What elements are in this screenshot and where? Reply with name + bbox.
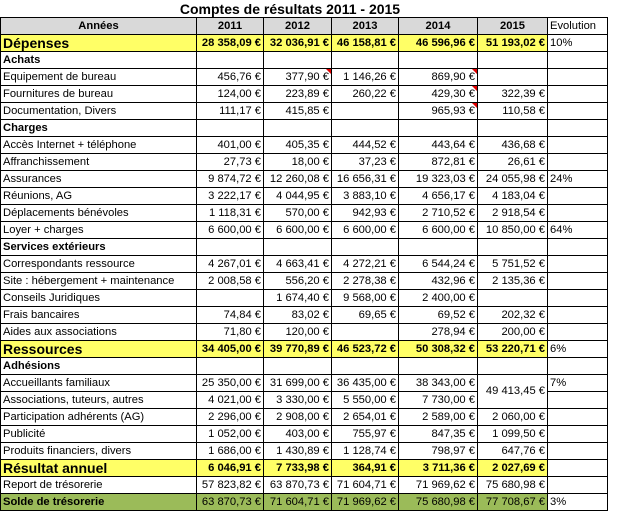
row-label[interactable]: Loyer + charges [1,222,197,239]
cell-2014[interactable]: 7 730,00 € [399,392,478,409]
cell-2015[interactable]: 2 918,54 € [478,205,548,222]
row-label[interactable]: Associations, tuteurs, autres [1,392,197,409]
row-solde-de-tresorerie [1,494,608,511]
cell-evolution[interactable] [548,103,608,120]
cell-2012[interactable]: 18,00 € [264,154,332,171]
cell-2012[interactable]: 4 663,41 € [264,256,332,273]
row-label[interactable]: Equipement de bureau [1,69,197,86]
header-label[interactable]: Années [1,18,197,35]
cell-2015[interactable]: 200,00 € [478,324,548,341]
header-year-2013[interactable]: 2013 [332,18,399,35]
cell-evolution[interactable] [548,324,608,341]
cell-2015[interactable] [478,120,548,137]
cell-2011[interactable]: 6 046,91 € [197,460,264,477]
row-label[interactable]: Réunions, AG [1,188,197,205]
cell-2014[interactable] [399,120,478,137]
row-label[interactable]: Correspondants ressource [1,256,197,273]
cell-2013[interactable]: 37,23 € [332,154,399,171]
cell-2013[interactable]: 46 158,81 € [332,35,399,52]
cell-evolution[interactable] [548,137,608,154]
cell-2011[interactable]: 124,00 € [197,86,264,103]
cell-2015[interactable]: 647,76 € [478,443,548,460]
cell-2013[interactable]: 364,91 € [332,460,399,477]
cell-evolution[interactable] [548,409,608,426]
cell-2014[interactable] [399,239,478,256]
cell-2014[interactable]: 50 308,32 € [399,341,478,358]
cell-evolution[interactable]: 10% [548,35,608,52]
cell-2011[interactable]: 28 358,09 € [197,35,264,52]
section-label[interactable]: Achats [1,52,197,69]
cell-2013[interactable]: 16 656,31 € [332,171,399,188]
cell-2011[interactable]: 9 874,72 € [197,171,264,188]
header-row [1,18,608,35]
row-acces-internet [1,137,608,154]
cell-2012[interactable]: 415,85 € [264,103,332,120]
cell-2015[interactable]: 75 680,98 € [478,477,548,494]
row-site-hebergement [1,273,608,290]
cell-2014[interactable]: 38 343,00 € [399,375,478,392]
cell-2011[interactable]: 57 823,82 € [197,477,264,494]
cell-evolution[interactable] [548,477,608,494]
cell-2012[interactable]: 556,20 € [264,273,332,290]
cell-2015[interactable]: 77 708,67 € [478,494,548,511]
cell-2015[interactable]: 436,68 € [478,137,548,154]
cell-2013[interactable]: 2 278,38 € [332,273,399,290]
cell-2011[interactable]: 63 870,73 € [197,494,264,511]
row-loyer-charges [1,222,608,239]
cell-2013[interactable]: 942,93 € [332,205,399,222]
cell-2011[interactable]: 71,80 € [197,324,264,341]
cell-2013[interactable]: 2 654,01 € [332,409,399,426]
cell-2012[interactable]: 83,02 € [264,307,332,324]
row-fournitures-de-bureau [1,86,608,103]
cell-evolution[interactable] [548,86,608,103]
cell-2014[interactable]: 19 323,03 € [399,171,478,188]
row-label[interactable]: Report de trésorerie [1,477,197,494]
cell-2012[interactable]: 39 770,89 € [264,341,332,358]
cell-2014[interactable]: 965,93 € [399,103,478,120]
row-ressources [1,341,608,358]
row-label[interactable]: Accueillants familiaux [1,375,197,392]
row-depenses [1,35,608,52]
cell-2012[interactable]: 6 600,00 € [264,222,332,239]
cell-evolution[interactable] [548,52,608,69]
cell-2012[interactable]: 12 260,08 € [264,171,332,188]
cell-2011[interactable]: 74,84 € [197,307,264,324]
cell-2014[interactable]: 847,35 € [399,426,478,443]
cell-2015[interactable]: 26,61 € [478,154,548,171]
header-year-2015[interactable]: 2015 [478,18,548,35]
row-report-de-tresorerie [1,477,608,494]
row-label[interactable]: Documentation, Divers [1,103,197,120]
sheet-title: Comptes de résultats 2011 - 2015 [179,1,401,17]
row-achats [1,52,608,69]
row-label[interactable]: Participation adhérents (AG) [1,409,197,426]
cell-2011[interactable]: 401,00 € [197,137,264,154]
row-label[interactable]: Site : hébergement + maintenance [1,273,197,290]
cell-2011[interactable]: 6 600,00 € [197,222,264,239]
cell-2012[interactable]: 377,90 € [264,69,332,86]
cell-evolution[interactable]: 64% [548,222,608,239]
row-label[interactable]: Assurances [1,171,197,188]
cell-2013[interactable]: 4 272,21 € [332,256,399,273]
cell-2013[interactable]: 71 604,71 € [332,477,399,494]
cell-2012[interactable]: 7 733,98 € [264,460,332,477]
cell-2014[interactable]: 6 544,24 € [399,256,478,273]
row-services-exterieurs [1,239,608,256]
row-label[interactable]: Accès Internet + téléphone [1,137,197,154]
cell-2013[interactable]: 755,97 € [332,426,399,443]
cell-2015[interactable]: 2 027,69 € [478,460,548,477]
cell-2012[interactable]: 403,00 € [264,426,332,443]
row-label[interactable]: Déplacements bénévoles [1,205,197,222]
cell-2014[interactable]: 46 596,96 € [399,35,478,52]
cell-2011[interactable]: 1 052,00 € [197,426,264,443]
cell-evolution[interactable] [548,358,608,375]
cell-2015[interactable]: 322,39 € [478,86,548,103]
cell-2014[interactable]: 69,52 € [399,307,478,324]
cell-2013[interactable]: 3 883,10 € [332,188,399,205]
cell-evolution[interactable] [548,392,608,409]
cell-2014[interactable]: 3 711,36 € [399,460,478,477]
cell-2012[interactable]: 4 044,95 € [264,188,332,205]
cell-2015[interactable] [478,52,548,69]
cell-2012[interactable]: 3 330,00 € [264,392,332,409]
cell-2015[interactable] [478,290,548,307]
row-assurances [1,171,608,188]
row-label[interactable]: Conseils Juridiques [1,290,197,307]
row-publicite [1,426,608,443]
row-deplacements-benevoles [1,205,608,222]
cell-2012[interactable]: 71 604,71 € [264,494,332,511]
row-reunions-ag [1,188,608,205]
cell-2015[interactable] [478,358,548,375]
cell-2012[interactable] [264,239,332,256]
row-resultat-annuel [1,460,608,477]
cell-2011[interactable] [197,239,264,256]
header-year-2011[interactable]: 2011 [197,18,264,35]
cell-2011[interactable] [197,290,264,307]
row-accueillants-familiaux [1,375,608,392]
cell-2013[interactable]: 1 128,74 € [332,443,399,460]
cell-evolution[interactable] [548,154,608,171]
section-label[interactable]: Charges [1,120,197,137]
cell-2014[interactable]: 71 969,62 € [399,477,478,494]
row-label[interactable]: Ressources [1,341,197,358]
row-equipement-de-bureau [1,69,608,86]
cell-2014[interactable]: 4 656,17 € [399,188,478,205]
cell-evolution[interactable] [548,443,608,460]
cell-2014[interactable]: 75 680,98 € [399,494,478,511]
header-year-2014[interactable]: 2014 [399,18,478,35]
cell-2013[interactable] [332,324,399,341]
cell-evolution[interactable] [548,426,608,443]
cell-2015[interactable] [478,239,548,256]
cell-2012[interactable]: 120,00 € [264,324,332,341]
row-documentation-divers [1,103,608,120]
cell-2012[interactable]: 1 674,40 € [264,290,332,307]
cell-2013[interactable] [332,239,399,256]
cell-2012[interactable] [264,358,332,375]
cell-evolution[interactable] [548,239,608,256]
cell-2015-merged[interactable]: 49 413,45 € [478,375,548,409]
cell-2012[interactable]: 570,00 € [264,205,332,222]
cell-2011[interactable]: 111,17 € [197,103,264,120]
cell-evolution[interactable] [548,188,608,205]
cell-2011[interactable]: 1 686,00 € [197,443,264,460]
cell-2013[interactable]: 36 435,00 € [332,375,399,392]
cell-2014[interactable]: 2 400,00 € [399,290,478,307]
cell-2015[interactable]: 53 220,71 € [478,341,548,358]
cell-2011[interactable]: 3 222,17 € [197,188,264,205]
cell-evolution[interactable] [548,256,608,273]
cell-evolution[interactable] [548,460,608,477]
cell-2015[interactable]: 24 055,98 € [478,171,548,188]
cell-2011[interactable]: 25 350,00 € [197,375,264,392]
row-label[interactable]: Produits financiers, divers [1,443,197,460]
cell-2012[interactable]: 2 908,00 € [264,409,332,426]
cell-2011[interactable]: 2 296,00 € [197,409,264,426]
row-frais-bancaires [1,307,608,324]
row-affranchissement [1,154,608,171]
cell-2014[interactable]: 6 600,00 € [399,222,478,239]
cell-2012[interactable] [264,52,332,69]
cell-2014[interactable] [399,358,478,375]
cell-2015[interactable]: 2 135,36 € [478,273,548,290]
row-label[interactable]: Dépenses [1,35,197,52]
cell-2011[interactable]: 27,73 € [197,154,264,171]
cell-2011[interactable]: 4 267,01 € [197,256,264,273]
header-year-2012[interactable]: 2012 [264,18,332,35]
cell-2012[interactable]: 1 430,89 € [264,443,332,460]
cell-2015[interactable]: 5 751,52 € [478,256,548,273]
cell-2013[interactable]: 5 550,00 € [332,392,399,409]
cell-evolution[interactable] [548,120,608,137]
cell-2013[interactable]: 46 523,72 € [332,341,399,358]
results-table [0,17,608,511]
cell-2011[interactable]: 2 008,58 € [197,273,264,290]
cell-evolution[interactable] [548,307,608,324]
cell-2014[interactable]: 2 589,00 € [399,409,478,426]
cell-evolution[interactable] [548,273,608,290]
cell-evolution[interactable]: 3% [548,494,608,511]
cell-2014[interactable]: 278,94 € [399,324,478,341]
cell-2011[interactable]: 34 405,00 € [197,341,264,358]
cell-2013[interactable]: 6 600,00 € [332,222,399,239]
cell-evolution[interactable] [548,290,608,307]
cell-2012[interactable]: 31 699,00 € [264,375,332,392]
cell-evolution[interactable] [548,69,608,86]
cell-2014[interactable]: 798,97 € [399,443,478,460]
row-produits-financiers [1,443,608,460]
row-aides-aux-associations [1,324,608,341]
cell-2011[interactable] [197,358,264,375]
cell-2013[interactable]: 260,22 € [332,86,399,103]
cell-evolution[interactable]: 7% [548,375,608,392]
cell-2015[interactable]: 1 099,50 € [478,426,548,443]
row-conseils-juridiques [1,290,608,307]
cell-2015[interactable]: 4 183,04 € [478,188,548,205]
cell-2013[interactable] [332,358,399,375]
cell-2011[interactable] [197,52,264,69]
cell-2015[interactable]: 10 850,00 € [478,222,548,239]
cell-2011[interactable]: 4 021,00 € [197,392,264,409]
cell-2011[interactable]: 1 118,31 € [197,205,264,222]
cell-2015[interactable]: 51 193,02 € [478,35,548,52]
row-correspondants-ressource [1,256,608,273]
cell-2014[interactable]: 429,30 € [399,86,478,103]
cell-2014[interactable]: 872,81 € [399,154,478,171]
cell-evolution[interactable]: 6% [548,341,608,358]
cell-2015[interactable]: 110,58 € [478,103,548,120]
row-participation-adherents [1,409,608,426]
section-label[interactable]: Adhésions [1,358,197,375]
cell-2013[interactable] [332,103,399,120]
row-label[interactable]: Publicité [1,426,197,443]
cell-2015[interactable] [478,69,548,86]
cell-evolution[interactable]: 24% [548,171,608,188]
cell-2014[interactable] [399,52,478,69]
cell-2014[interactable]: 869,90 € [399,69,478,86]
header-evolution[interactable]: Evolution [548,18,608,35]
cell-2013[interactable]: 71 969,62 € [332,494,399,511]
row-label[interactable]: Fournitures de bureau [1,86,197,103]
cell-2013[interactable]: 1 146,26 € [332,69,399,86]
cell-2013[interactable]: 444,52 € [332,137,399,154]
cell-2013[interactable] [332,120,399,137]
row-charges [1,120,608,137]
cell-2013[interactable]: 9 568,00 € [332,290,399,307]
cell-2012[interactable]: 63 870,73 € [264,477,332,494]
cell-2014[interactable]: 432,96 € [399,273,478,290]
cell-2015[interactable]: 2 060,00 € [478,409,548,426]
cell-2014[interactable]: 2 710,52 € [399,205,478,222]
cell-2014[interactable]: 443,64 € [399,137,478,154]
cell-2015[interactable]: 202,32 € [478,307,548,324]
cell-2013[interactable] [332,52,399,69]
section-label[interactable]: Services extérieurs [1,239,197,256]
row-label[interactable]: Aides aux associations [1,324,197,341]
row-label[interactable]: Frais bancaires [1,307,197,324]
cell-2011[interactable]: 456,76 € [197,69,264,86]
row-label[interactable]: Affranchissement [1,154,197,171]
row-label[interactable]: Résultat annuel [1,460,197,477]
cell-2012[interactable]: 223,89 € [264,86,332,103]
cell-2012[interactable] [264,120,332,137]
cell-2012[interactable]: 405,35 € [264,137,332,154]
row-adhesions [1,358,608,375]
cell-2013[interactable]: 69,65 € [332,307,399,324]
cell-evolution[interactable] [548,205,608,222]
cell-2012[interactable]: 32 036,91 € [264,35,332,52]
row-label[interactable]: Solde de trésorerie [1,494,197,511]
cell-2011[interactable] [197,120,264,137]
